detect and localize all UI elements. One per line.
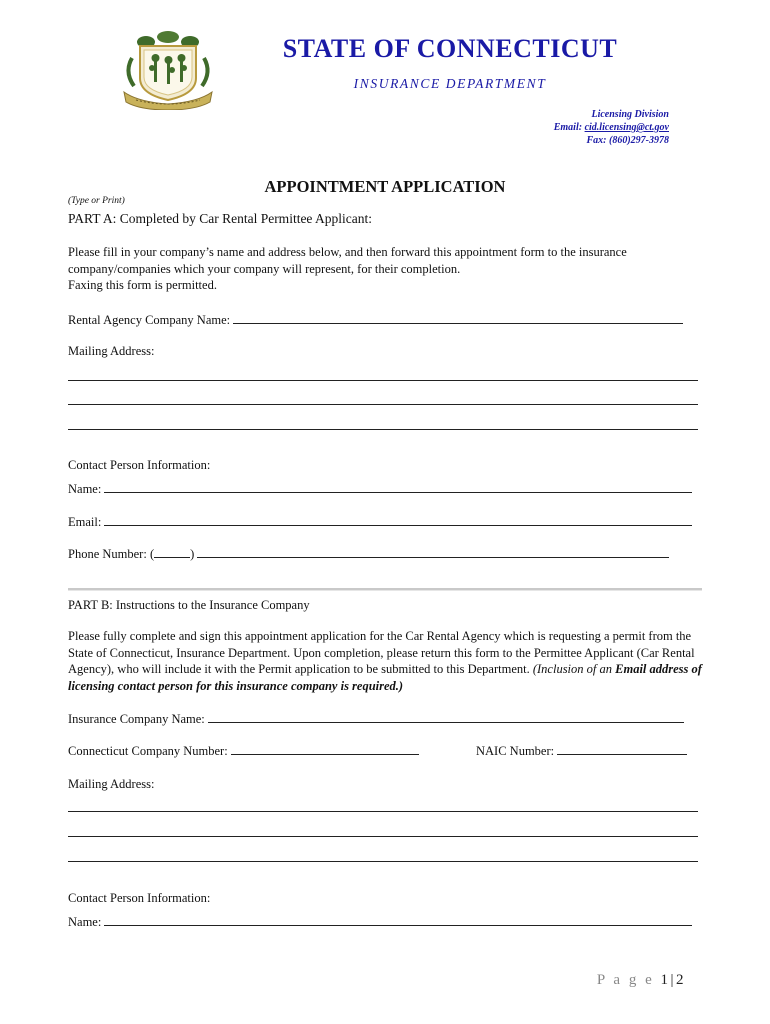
section-divider [68, 588, 702, 591]
email-link[interactable]: cid.licensing@ct.gov [584, 122, 669, 133]
insurance-company-name-field [68, 711, 684, 728]
phone-area-code-input[interactable] [154, 546, 190, 558]
naic-number-field [476, 743, 687, 760]
page-number [597, 972, 686, 989]
part-b-address-line-3[interactable] [68, 861, 698, 862]
part-a-email-field [68, 514, 692, 531]
part-b-heading: PART B: Instructions to the Insurance Company [68, 598, 310, 612]
part-a-phone-field [68, 546, 669, 563]
rental-agency-name-label: Rental Agency Company Name: [68, 313, 231, 327]
part-b-name-field [68, 914, 692, 931]
email-note-required: Email address of licensing contact person for this insurance company is required.) [68, 662, 702, 693]
part-b-instructions-text: Please fully complete and sign this appointment application for the Car Rental Agency which is requesting a permit from the State of Connecticut, Insurance Department. Upon completion, please return this form to the Permittee Applicant (Car Rental Agency), who will include it with the Permit application to be submitted to this Department. [68, 629, 695, 676]
ct-company-number-input[interactable] [231, 743, 419, 755]
part-b-contact-info-label: Contact Person Information: [68, 891, 211, 905]
part-a-email-label: Email: [68, 515, 102, 529]
state-title: STATE OF CONNECTICUT [282, 34, 618, 63]
type-or-print-note: (Type or Print) [68, 196, 125, 206]
part-a-name-input[interactable] [104, 481, 692, 493]
insurance-company-name-input[interactable] [208, 711, 684, 723]
part-a-address-line-3[interactable] [68, 429, 698, 430]
phone-area-close: ) [190, 547, 195, 561]
part-a-instructions-text: Please fill in your company’s name and address below, and then forward this appointment form to the insurance company/companies which your company will represent, for their completion. [68, 245, 627, 276]
form-title: APPOINTMENT APPLICATION [264, 177, 506, 196]
part-a-address-line-1[interactable] [68, 380, 698, 381]
email-row [554, 121, 669, 134]
part-a-name-label: Name: [68, 482, 102, 496]
part-b-mailing-address-label: Mailing Address: [68, 777, 155, 791]
phone-area-open: ( [149, 547, 155, 561]
insurance-company-name-label: Insurance Company Name: [68, 712, 205, 726]
page-separator: | [670, 972, 676, 988]
rental-agency-name-field [68, 312, 683, 329]
contact-block [554, 108, 669, 147]
division-name: Licensing Division [591, 109, 669, 120]
rental-agency-name-input[interactable] [233, 312, 683, 324]
part-a-instructions [68, 244, 708, 294]
state-seal-icon [118, 28, 218, 110]
ct-company-number-label: Connecticut Company Number: [68, 744, 228, 758]
naic-number-input[interactable] [557, 743, 687, 755]
email-note-prefix: (Inclusion of an [532, 662, 616, 676]
part-b-name-input[interactable] [104, 914, 692, 926]
part-b-address-line-1[interactable] [68, 811, 698, 812]
part-b-name-label: Name: [68, 915, 102, 929]
page-word: P a g e [596, 972, 655, 988]
ct-company-number-field [68, 743, 419, 760]
part-a-mailing-address-label: Mailing Address: [68, 344, 155, 358]
naic-number-label: NAIC Number: [476, 744, 555, 758]
current-page: 1 [660, 972, 671, 988]
part-a-heading: PART A: Completed by Car Rental Permittee Applicant: [68, 211, 373, 226]
part-b-address-line-2[interactable] [68, 836, 698, 837]
faxing-permitted-text: Faxing this form is permitted. [68, 278, 217, 292]
part-a-contact-info-label: Contact Person Information: [68, 458, 211, 472]
total-pages: 2 [676, 972, 686, 988]
part-a-email-input[interactable] [104, 514, 692, 526]
fax-number: Fax: (860)297-3978 [586, 135, 669, 146]
part-a-phone-label: Phone Number: [68, 547, 147, 561]
part-a-name-field [68, 481, 692, 498]
part-a-address-line-2[interactable] [68, 404, 698, 405]
department-name: INSURANCE DEPARTMENT [353, 76, 547, 91]
phone-number-input[interactable] [197, 546, 669, 558]
part-b-instructions [68, 628, 710, 694]
email-label: Email: [553, 122, 585, 133]
